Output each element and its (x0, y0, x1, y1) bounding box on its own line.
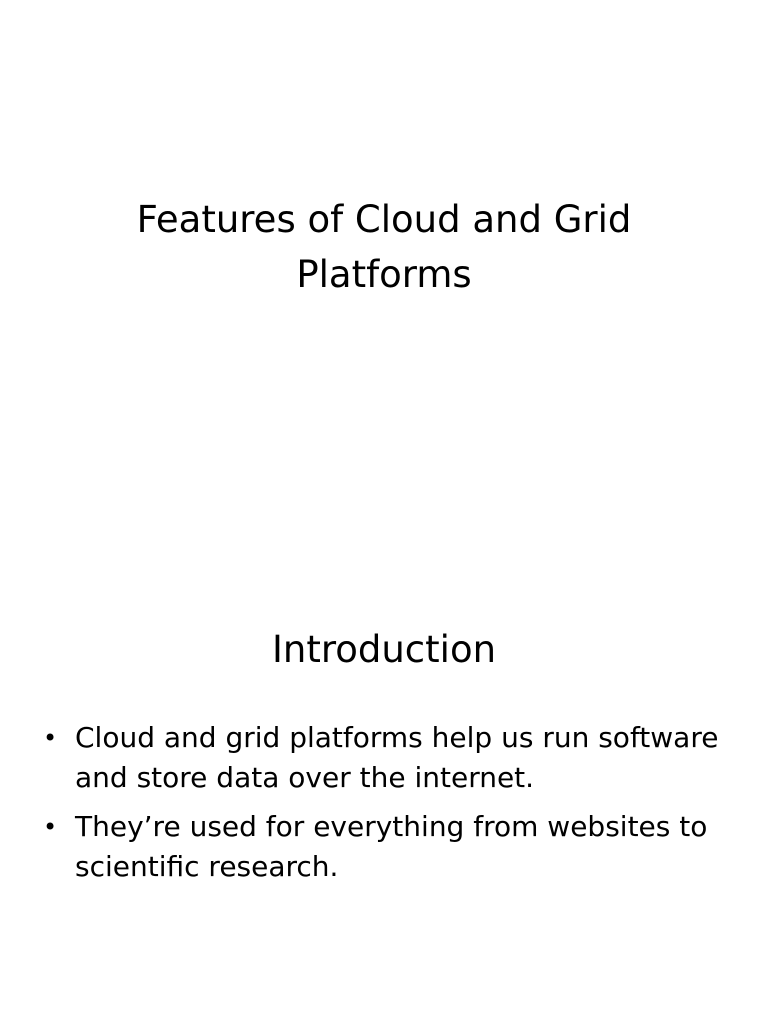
introduction-slide (0, 576, 768, 1024)
slide-title: Features of Cloud and Grid Platforms (136, 198, 632, 296)
list-item (40, 807, 730, 887)
slide-heading: Introduction (271, 628, 497, 671)
bullet-text: Cloud and grid platforms help us run software and store data over the internet. (75, 721, 719, 794)
bullet-list (40, 718, 730, 896)
bullet-icon: • (43, 724, 58, 752)
bullet-icon: • (43, 813, 58, 841)
list-item (40, 718, 730, 798)
bullet-text: They’re used for everything from websites to scientific research. (75, 810, 708, 883)
